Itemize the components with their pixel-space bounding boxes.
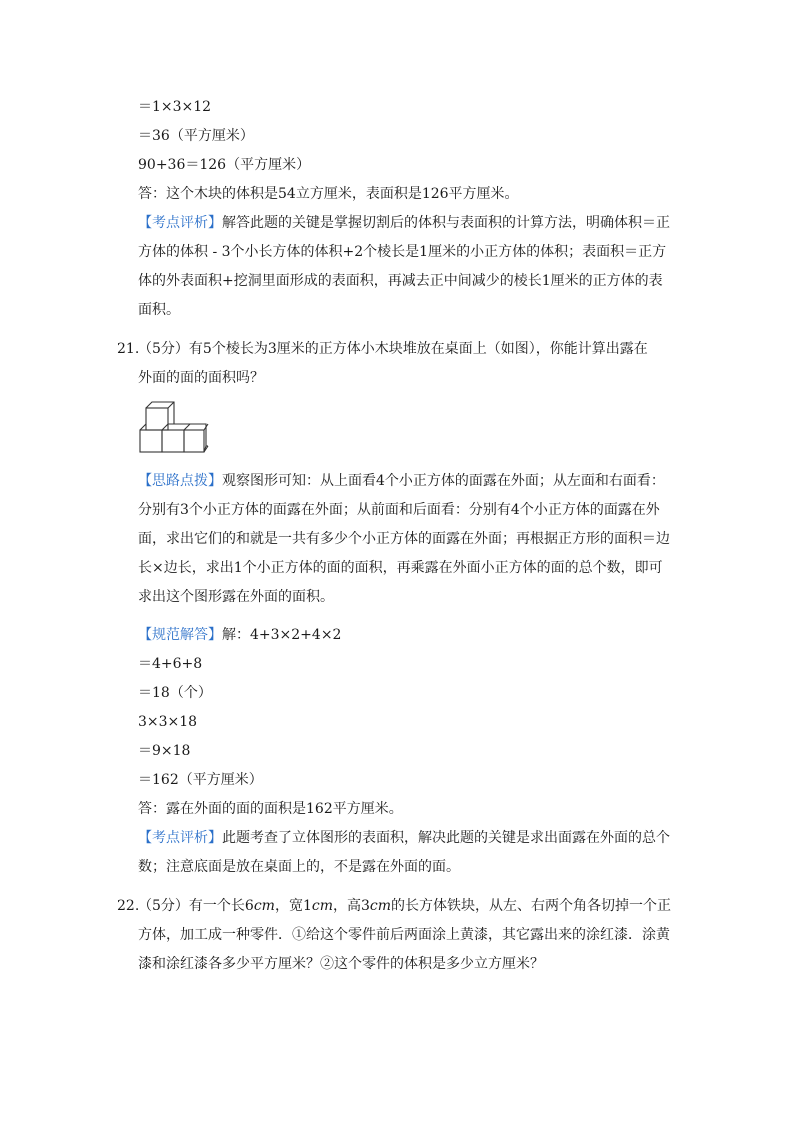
question-text: 方体，加工成一种零件．①给这个零件前后两面涂上黄漆，其它露出来的涂红漆．涂黄: [138, 927, 670, 943]
cube-front: [140, 430, 162, 452]
solution-line: 3×3×18: [138, 714, 198, 730]
question-text: 漆和涂红漆各多少平方厘米？②这个零件的体积是多少立方厘米？: [138, 956, 544, 972]
question-segment: （5分）有一个长6: [138, 898, 254, 914]
solution-tag: 【规范解答】: [138, 627, 222, 643]
question-number: 21.: [117, 341, 140, 357]
hint-line: 面，求出它们的和就是一共有多少个小正方体的面露在外面；再根据正方形的面积＝边: [138, 531, 670, 547]
answer-line: 答：这个木块的体积是54立方厘米，表面积是126平方厘米。: [138, 186, 519, 202]
cube-front: [162, 430, 184, 452]
unit-cm: cm: [311, 898, 333, 914]
hint-line: 长×边长，求出1个小正方体的面的面积，再乘露在外面小正方体的面的总个数，即可: [138, 560, 663, 576]
calc-line: 90+36＝126（平方厘米）: [138, 157, 311, 173]
solution-text: 解：4+3×2+4×2: [222, 627, 342, 643]
analysis-tag: 【考点评析】: [138, 215, 222, 231]
solution-line: ＝162（平方厘米）: [138, 772, 263, 788]
question-text: （5分）有5个棱长为3厘米的正方体小木块堆放在桌面上（如图），你能计算出露在: [138, 341, 648, 357]
question-text: [138, 896, 671, 916]
hint-tag: 【思路点拨】: [138, 473, 222, 489]
cube-front: [184, 430, 204, 452]
analysis-tag: 【考点评析】: [138, 830, 222, 846]
analysis-text: 解答此题的关键是掌握切割后的体积与表面积的计算方法，明确体积＝正: [222, 215, 670, 231]
unit-cm: cm: [369, 898, 392, 914]
analysis-line: [138, 828, 670, 848]
solution-line: ＝18（个）: [138, 685, 212, 701]
calc-line: ＝36（平方厘米）: [138, 128, 254, 144]
hint-line: 求出这个图形露在外面的面积。: [138, 589, 334, 605]
analysis-line: 方体的体积 - 3个小长方体的体积+2个棱长是1厘米的小正方体的体积；表面积＝正方: [138, 244, 667, 260]
calc-line: ＝1×3×12: [138, 99, 212, 115]
question-text: 外面的面的面积吗？: [138, 370, 264, 386]
question-segment: ，高3: [333, 898, 370, 914]
answer-line: 答：露在外面的面的面积是162平方厘米。: [138, 801, 403, 817]
solution-line: ＝9×18: [138, 743, 191, 759]
hint-line: 分别有3个小正方体的面露在外面；从前面和后面看：分别有4个小正方体的面露在外: [138, 502, 660, 518]
analysis-line: [138, 213, 670, 233]
question-segment: ，宽1: [274, 898, 312, 914]
unit-cm: cm: [253, 898, 275, 914]
analysis-line: 面积。: [138, 302, 180, 318]
cube-stack-figure: [138, 396, 210, 456]
solution-line: [138, 625, 341, 645]
analysis-line: 体的外表面积+挖洞里面形成的表面积，再减去正中间减少的棱长1厘米的正方体的表: [138, 273, 663, 289]
question-segment: 的长方体铁块，从左、右两个角各切掉一个正: [391, 898, 672, 914]
hint-line: [138, 471, 665, 491]
hint-text: 观察图形可知：从上面看4个小正方体的面露在外面；从左面和右面看：: [222, 473, 665, 489]
analysis-text: 此题考查了立体图形的表面积，解决此题的关键是求出面露在外面的总个: [222, 830, 670, 846]
analysis-line: 数；注意底面是放在桌面上的，不是露在外面的面。: [138, 859, 460, 875]
solution-line: ＝4+6+8: [138, 656, 203, 672]
question-number: 22.: [117, 898, 140, 914]
